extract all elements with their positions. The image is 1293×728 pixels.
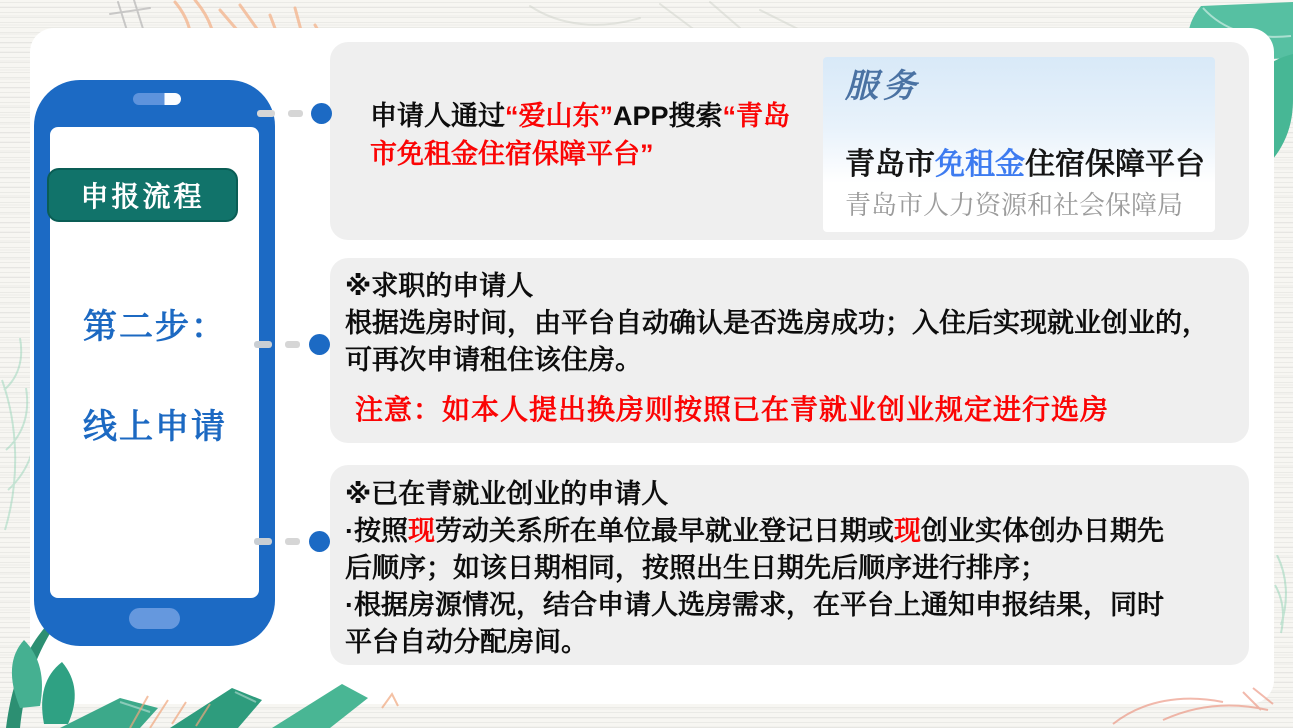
text-segment: ※已在青就业创业的申请人 — [345, 479, 669, 509]
text-segment: 住宿保障平台 — [1025, 148, 1205, 181]
text-segment: ·按照 — [345, 516, 408, 546]
box3-line — [345, 476, 1240, 513]
app-search-result-card — [823, 57, 1215, 232]
connector-dot-icon — [309, 531, 330, 552]
box2-text — [345, 268, 1235, 379]
process-badge — [47, 168, 238, 222]
box2-line — [345, 342, 1235, 379]
step-box-employed — [330, 465, 1249, 665]
box2-warning-note: 注意：如本人提出换房则按照已在青就业创业规定进行选房 — [355, 395, 1110, 426]
text-segment: APP搜索 — [613, 101, 723, 131]
connector-dash — [254, 341, 272, 348]
box3-text — [345, 476, 1240, 661]
process-badge-label: 申报流程 — [80, 181, 205, 212]
leaf-sketch-right-icon — [1273, 555, 1293, 645]
phone-illustration — [34, 80, 275, 646]
step-subtitle: 线上申请 — [83, 408, 227, 446]
box2-line — [345, 268, 1235, 305]
box2-line — [345, 305, 1235, 342]
app-card-title — [845, 139, 1205, 183]
text-segment: 平台自动分配房间。 — [345, 627, 588, 657]
text-segment: ※求职的申请人 — [345, 271, 534, 301]
box1-text — [370, 97, 845, 173]
text-segment: 可再次申请租住该住房。 — [345, 345, 642, 375]
connector-dash — [285, 538, 300, 545]
text-segment: 免租金 — [935, 148, 1025, 181]
step-box-search — [330, 42, 1249, 240]
text-segment: “爱山东” — [505, 101, 613, 131]
box1-line — [370, 97, 845, 135]
step-box-jobseeker — [330, 258, 1249, 443]
phone-speaker — [133, 93, 181, 105]
app-card-subtitle: 青岛市人力资源和社会保障局 — [845, 190, 1184, 220]
text-segment: 后顺序；如该日期相同，按照出生日期先后顺序进行排序； — [345, 553, 1047, 583]
text-segment: 劳动关系所在单位最早就业登记日期或 — [435, 516, 894, 546]
text-segment: 青岛市 — [845, 148, 935, 181]
text-segment: 根据选房时间，由平台自动确认是否选房成功；入住后实现就业创业的， — [345, 308, 1209, 338]
connector-dot-icon — [309, 334, 330, 355]
text-segment: ·根据房源情况，结合申请人选房需求，在平台上通知申报结果，同时 — [345, 590, 1164, 620]
box3-line — [345, 513, 1240, 550]
step-title: 第二步： — [83, 308, 227, 346]
text-segment: 市免租金住宿保障平台” — [370, 139, 654, 169]
phone-home-button — [129, 608, 180, 629]
connector-dot-icon — [311, 103, 332, 124]
box3-line — [345, 550, 1240, 587]
box1-line — [370, 135, 845, 173]
text-segment: 现 — [894, 516, 921, 546]
text-segment: 创业实体创办日期先 — [921, 516, 1164, 546]
text-segment: 申请人通过 — [370, 101, 505, 131]
box3-line — [345, 587, 1240, 624]
connector-dash — [257, 110, 275, 117]
app-card-header: 服务 — [845, 67, 921, 104]
box3-line — [345, 624, 1240, 661]
text-segment: “青岛 — [722, 101, 791, 131]
connector-dash — [254, 538, 272, 545]
connector-dash — [288, 110, 303, 117]
text-segment: 现 — [408, 516, 435, 546]
connector-dash — [285, 341, 300, 348]
